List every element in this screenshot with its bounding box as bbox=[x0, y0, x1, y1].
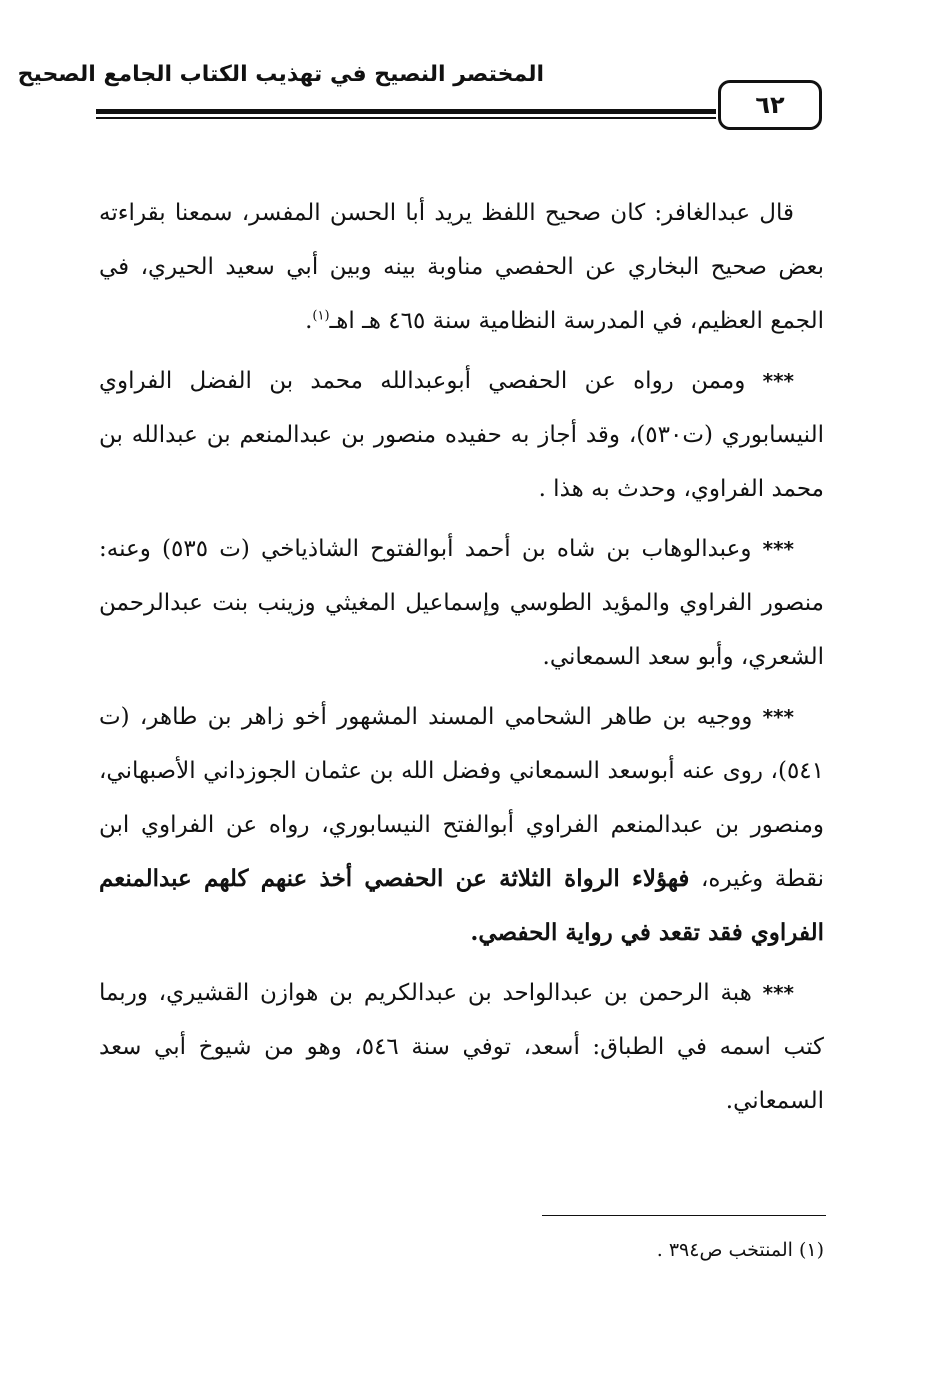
paragraph-4-bold: فهؤلاء الرواة الثلاثة عن الحفصي أخذ عنهم كلهم عبدالمنعم الفراوي فقد تقعد في رواية الحفصي. bbox=[99, 865, 824, 946]
stars-marker: *** bbox=[762, 981, 795, 1005]
paragraph-3 bbox=[99, 522, 824, 684]
header-rule-thin bbox=[96, 117, 716, 119]
running-title: المختصر النصيح في تهذيب الكتاب الجامع الصحيح bbox=[17, 62, 544, 87]
footnote: (١) المنتخب ص٣٩٤ . bbox=[656, 1239, 824, 1261]
stars-marker: *** bbox=[762, 537, 794, 561]
stars-marker: *** bbox=[762, 369, 795, 393]
paragraph-2 bbox=[99, 354, 824, 516]
paragraph-5-text: هبة الرحمن بن عبدالواحد بن عبدالكريم بن هوازن القشيري، وربما كتب اسمه في الطباق: أسعد، توفي سنة ٥٤٦، وهو من شيوخ أبي سعد السمعاني. bbox=[99, 980, 824, 1114]
stars-marker: *** bbox=[762, 705, 795, 729]
paragraph-1-end: . bbox=[305, 308, 313, 334]
paragraph-2-text: وممن رواه عن الحفصي أبوعبدالله محمد بن الفضل الفراوي النيسابوري (ت٥٣٠)، وقد أجاز به حفيده منصور بن عبدالمنعم بن عبدالله بن محمد الفراوي، وحدث به هذا . bbox=[99, 368, 824, 502]
paragraph-5 bbox=[99, 966, 824, 1128]
page-number bbox=[718, 80, 822, 130]
page-number-text: ٦٢ bbox=[755, 91, 785, 119]
paragraph-1-text: قال عبدالغافر: كان صحيح اللفظ يريد أبا الحسن المفسر، سمعنا بقراءته بعض صحيح البخاري عن الحفصي مناوبة بينه وبين أبي سعيد الحيري، في الجمع العظيم، في المدرسة النظامية سنة ٤٦٥ هـ اهـ bbox=[99, 200, 824, 334]
paragraph-4-text: ووجيه بن طاهر الشحامي المسند المشهور أخو زاهر بن طاهر، (ت ٥٤١)، روى عنه أبوسعد السمعاني وفضل الله بن عثمان الجوزداني الأصبهاني، ومنصور بن عبدالمنعم الفراوي أبوالفتح النيسابوري، رواه عن الفراوي ابن نقطة وغيره، bbox=[99, 704, 824, 892]
footnote-ref[interactable]: (١) bbox=[312, 308, 330, 324]
body-text bbox=[99, 186, 824, 1134]
paragraph-4 bbox=[99, 690, 824, 960]
paragraph-1 bbox=[99, 186, 824, 348]
paragraph-3-text: وعبدالوهاب بن شاه بن أحمد أبوالفتوح الشاذياخي (ت ٥٣٥) وعنه: منصور الفراوي والمؤيد الطوسي وإسماعيل المغيثي وزينب بنت عبدالرحمن الشعري، وأبو سعد السمعاني. bbox=[99, 536, 824, 670]
header-rule-thick bbox=[96, 109, 716, 114]
footnote-rule bbox=[542, 1215, 826, 1216]
